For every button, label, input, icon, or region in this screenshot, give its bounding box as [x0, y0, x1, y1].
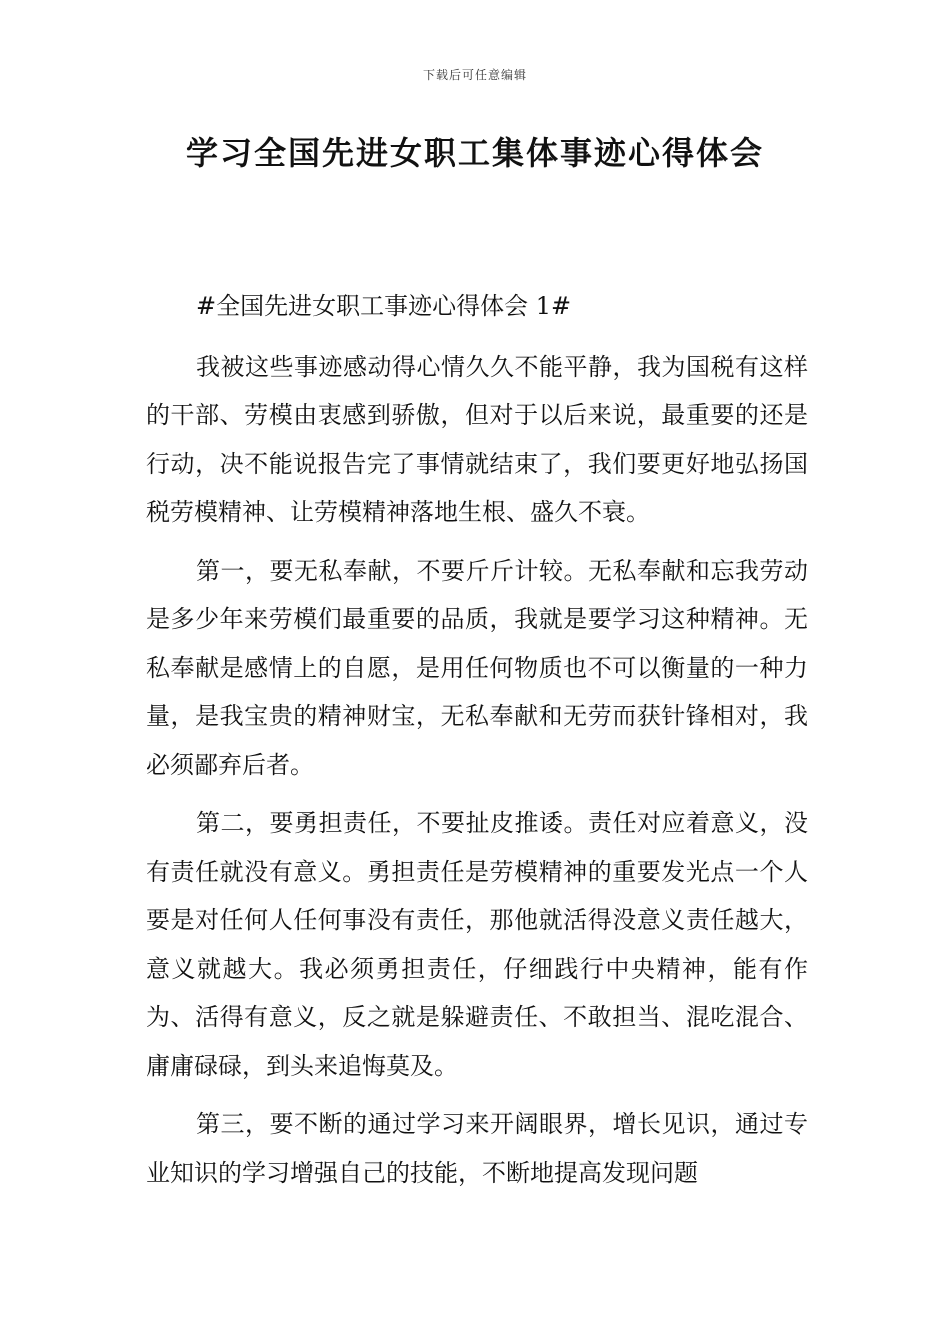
paragraph-2: 第一，要无私奉献，不要斤斤计较。无私奉献和忘我劳动是多少年来劳模们最重要的品质，我就是要学习这种精神。无私奉献是感情上的自愿，是用任何物质也不可以衡量的一种力量，是我宝贵的精神财宝，无私奉献和无劳而获针锋相对，我必须鄙弃后者。: [146, 556, 808, 779]
section-heading: #全国先进女职工事迹心得体会 1#: [196, 292, 572, 320]
paragraph-4: 第三，要不断的通过学习来开阔眼界，增长见识，通过专业知识的学习增强自己的技能，不断地提高发现问题: [146, 1110, 808, 1187]
page-title: 学习全国先进女职工集体事迹心得体会: [185, 134, 764, 172]
document-body: [146, 282, 808, 1197]
paragraph-1: 我被这些事迹感动得心情久久不能平静，我为国税有这样的干部、劳模由衷感到骄傲，但对于以后来说，最重要的还是行动，决不能说报告完了事情就结束了，我们要更好地弘扬国税劳模精神、让劳模精神落地生根、盛久不衰。: [146, 352, 808, 526]
paragraph-3: 第二，要勇担责任，不要扯皮推诿。责任对应着意义，没有责任就没有意义。勇担责任是劳模精神的重要发光点一个人要是对任何人任何事没有责任，那他就活得没意义责任越大，意义就越大。我必须勇担责任，仔细践行中央精神，能有作为、活得有意义，反之就是躲避责任、不敢担当、混吃混合、庸庸碌碌，到头来追悔莫及。: [146, 809, 808, 1080]
header-note: 下载后可任意编辑: [422, 68, 527, 82]
